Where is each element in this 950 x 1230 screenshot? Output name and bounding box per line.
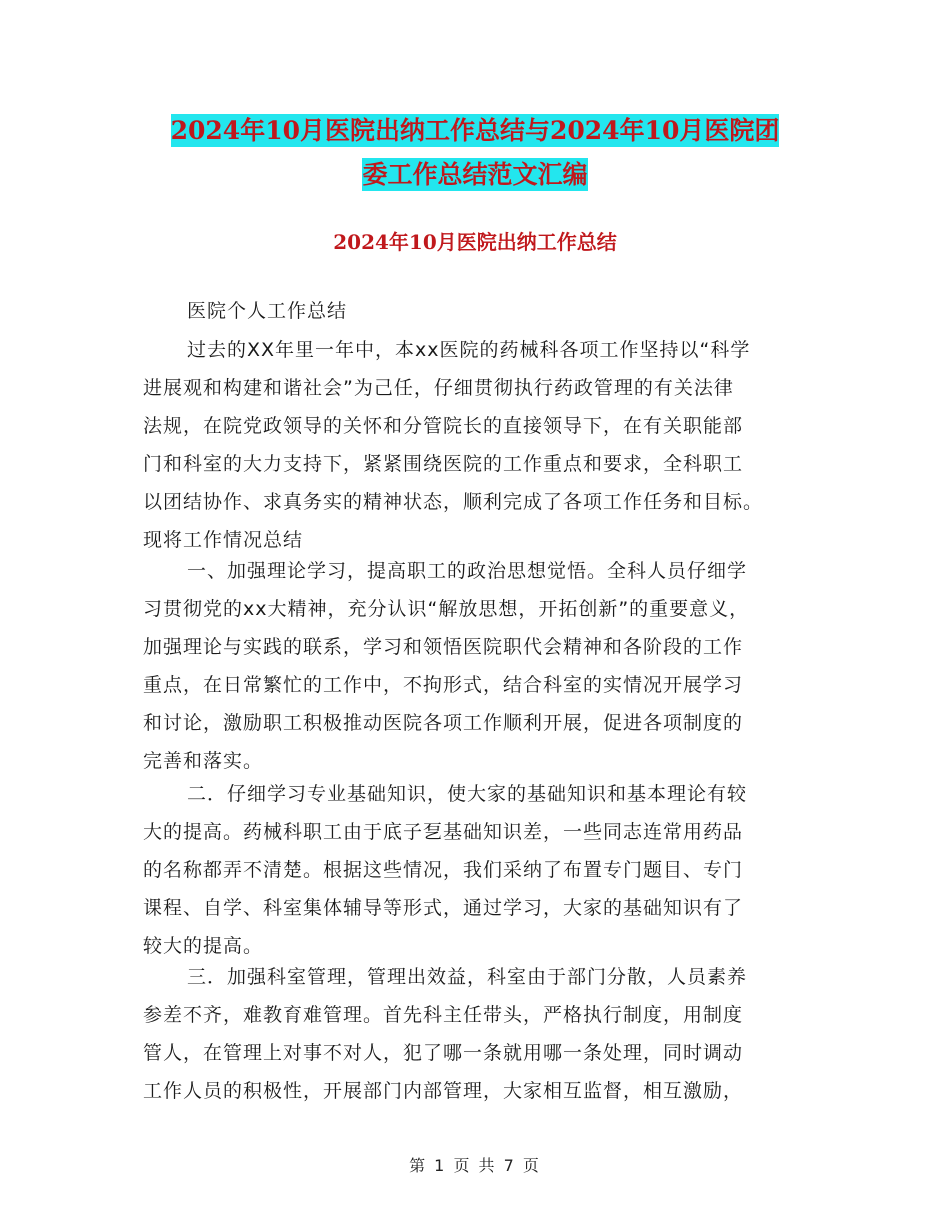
paragraph-line: 的名称都弄不清楚。根据这些情况，我们采纳了布置专门题目、专门	[143, 859, 744, 881]
paragraph-line: 加强理论与实践的联系，学习和领悟医院职代会精神和各阶段的工作	[143, 636, 744, 658]
paragraph-3	[143, 775, 823, 965]
paragraph-line: 管人，在管理上对事不对人，犯了哪一条就用哪一条处理，同时调动	[143, 1042, 744, 1064]
document-title-line-1	[0, 115, 950, 147]
paragraph-4	[143, 958, 823, 1110]
title-highlight-2: 委工作总结范文汇编	[362, 160, 588, 189]
paragraph-line: 大的提高。药械科职工由于底子乭基础知识差，一些同志连常用药品	[143, 821, 744, 843]
paragraph-line: 重点，在日常繁忙的工作中，不拘形式，结合科室的实情况开展学习	[143, 674, 744, 696]
subheading	[143, 292, 823, 330]
paragraph-line: 较大的提高。	[143, 935, 264, 957]
paragraph-line: 和讨论，激励职工积极推动医院各项工作顺利开展，促进各项制度的	[143, 712, 744, 734]
paragraph-line: 课程、自学、科室集体辅导等形式，通过学习，大家的基础知识有了	[143, 897, 744, 919]
paragraph-line: 法规，在院党政领导的关怀和分管院长的直接领导下，在有关职能部	[143, 415, 744, 437]
paragraph-line: 一、加强理论学习，提高职工的政治思想觉悟。全科人员仔细学	[187, 560, 748, 582]
paragraph-line: 进展观和构建和谐社会”为己任，仔细贯彻执行药政管理的有关法律	[143, 377, 734, 399]
document-title-line-2	[0, 159, 950, 191]
paragraph-1	[143, 331, 823, 559]
page-footer: 第 1 页 共 7 页	[409, 1156, 541, 1175]
paragraph-line: 参差不齐，难教育难管理。首先科主任带头，严格执行制度，用制度	[143, 1004, 744, 1026]
paragraph-line: 过去的XX年里一年中，本xx医院的药械科各项工作坚持以“科学	[187, 339, 751, 361]
paragraph-line: 门和科室的大力支持下，紧紧围绕医院的工作重点和要求，全科职工	[143, 453, 744, 475]
section-heading: 2024年10月医院出纳工作总结	[333, 230, 617, 254]
paragraph-line: 工作人员的积极性，开展部门内部管理，大家相互监督，相互激励，	[143, 1080, 744, 1102]
paragraph-line: 完善和落实。	[143, 750, 264, 772]
paragraph-line: 以团结协作、求真务实的精神状态，顺利完成了各项工作任务和目标。	[143, 491, 764, 513]
title-highlight-1: 2024年10月医院出纳工作总结与2024年10月医院团	[170, 116, 780, 145]
paragraph-2	[143, 552, 823, 780]
paragraph-line: 二．仔细学习专业基础知识，使大家的基础知识和基本理论有较	[187, 783, 748, 805]
subheading-text: 医院个人工作总结	[187, 300, 348, 322]
paragraph-line: 三．加强科室管理，管理出效益，科室由于部门分散，人员素养	[187, 966, 748, 988]
paragraph-line: 习贯彻党的xx大精神，充分认识“解放思想，开拓创新”的重要意义，	[143, 598, 750, 620]
paragraph-line: 现将工作情况总结	[143, 529, 304, 551]
